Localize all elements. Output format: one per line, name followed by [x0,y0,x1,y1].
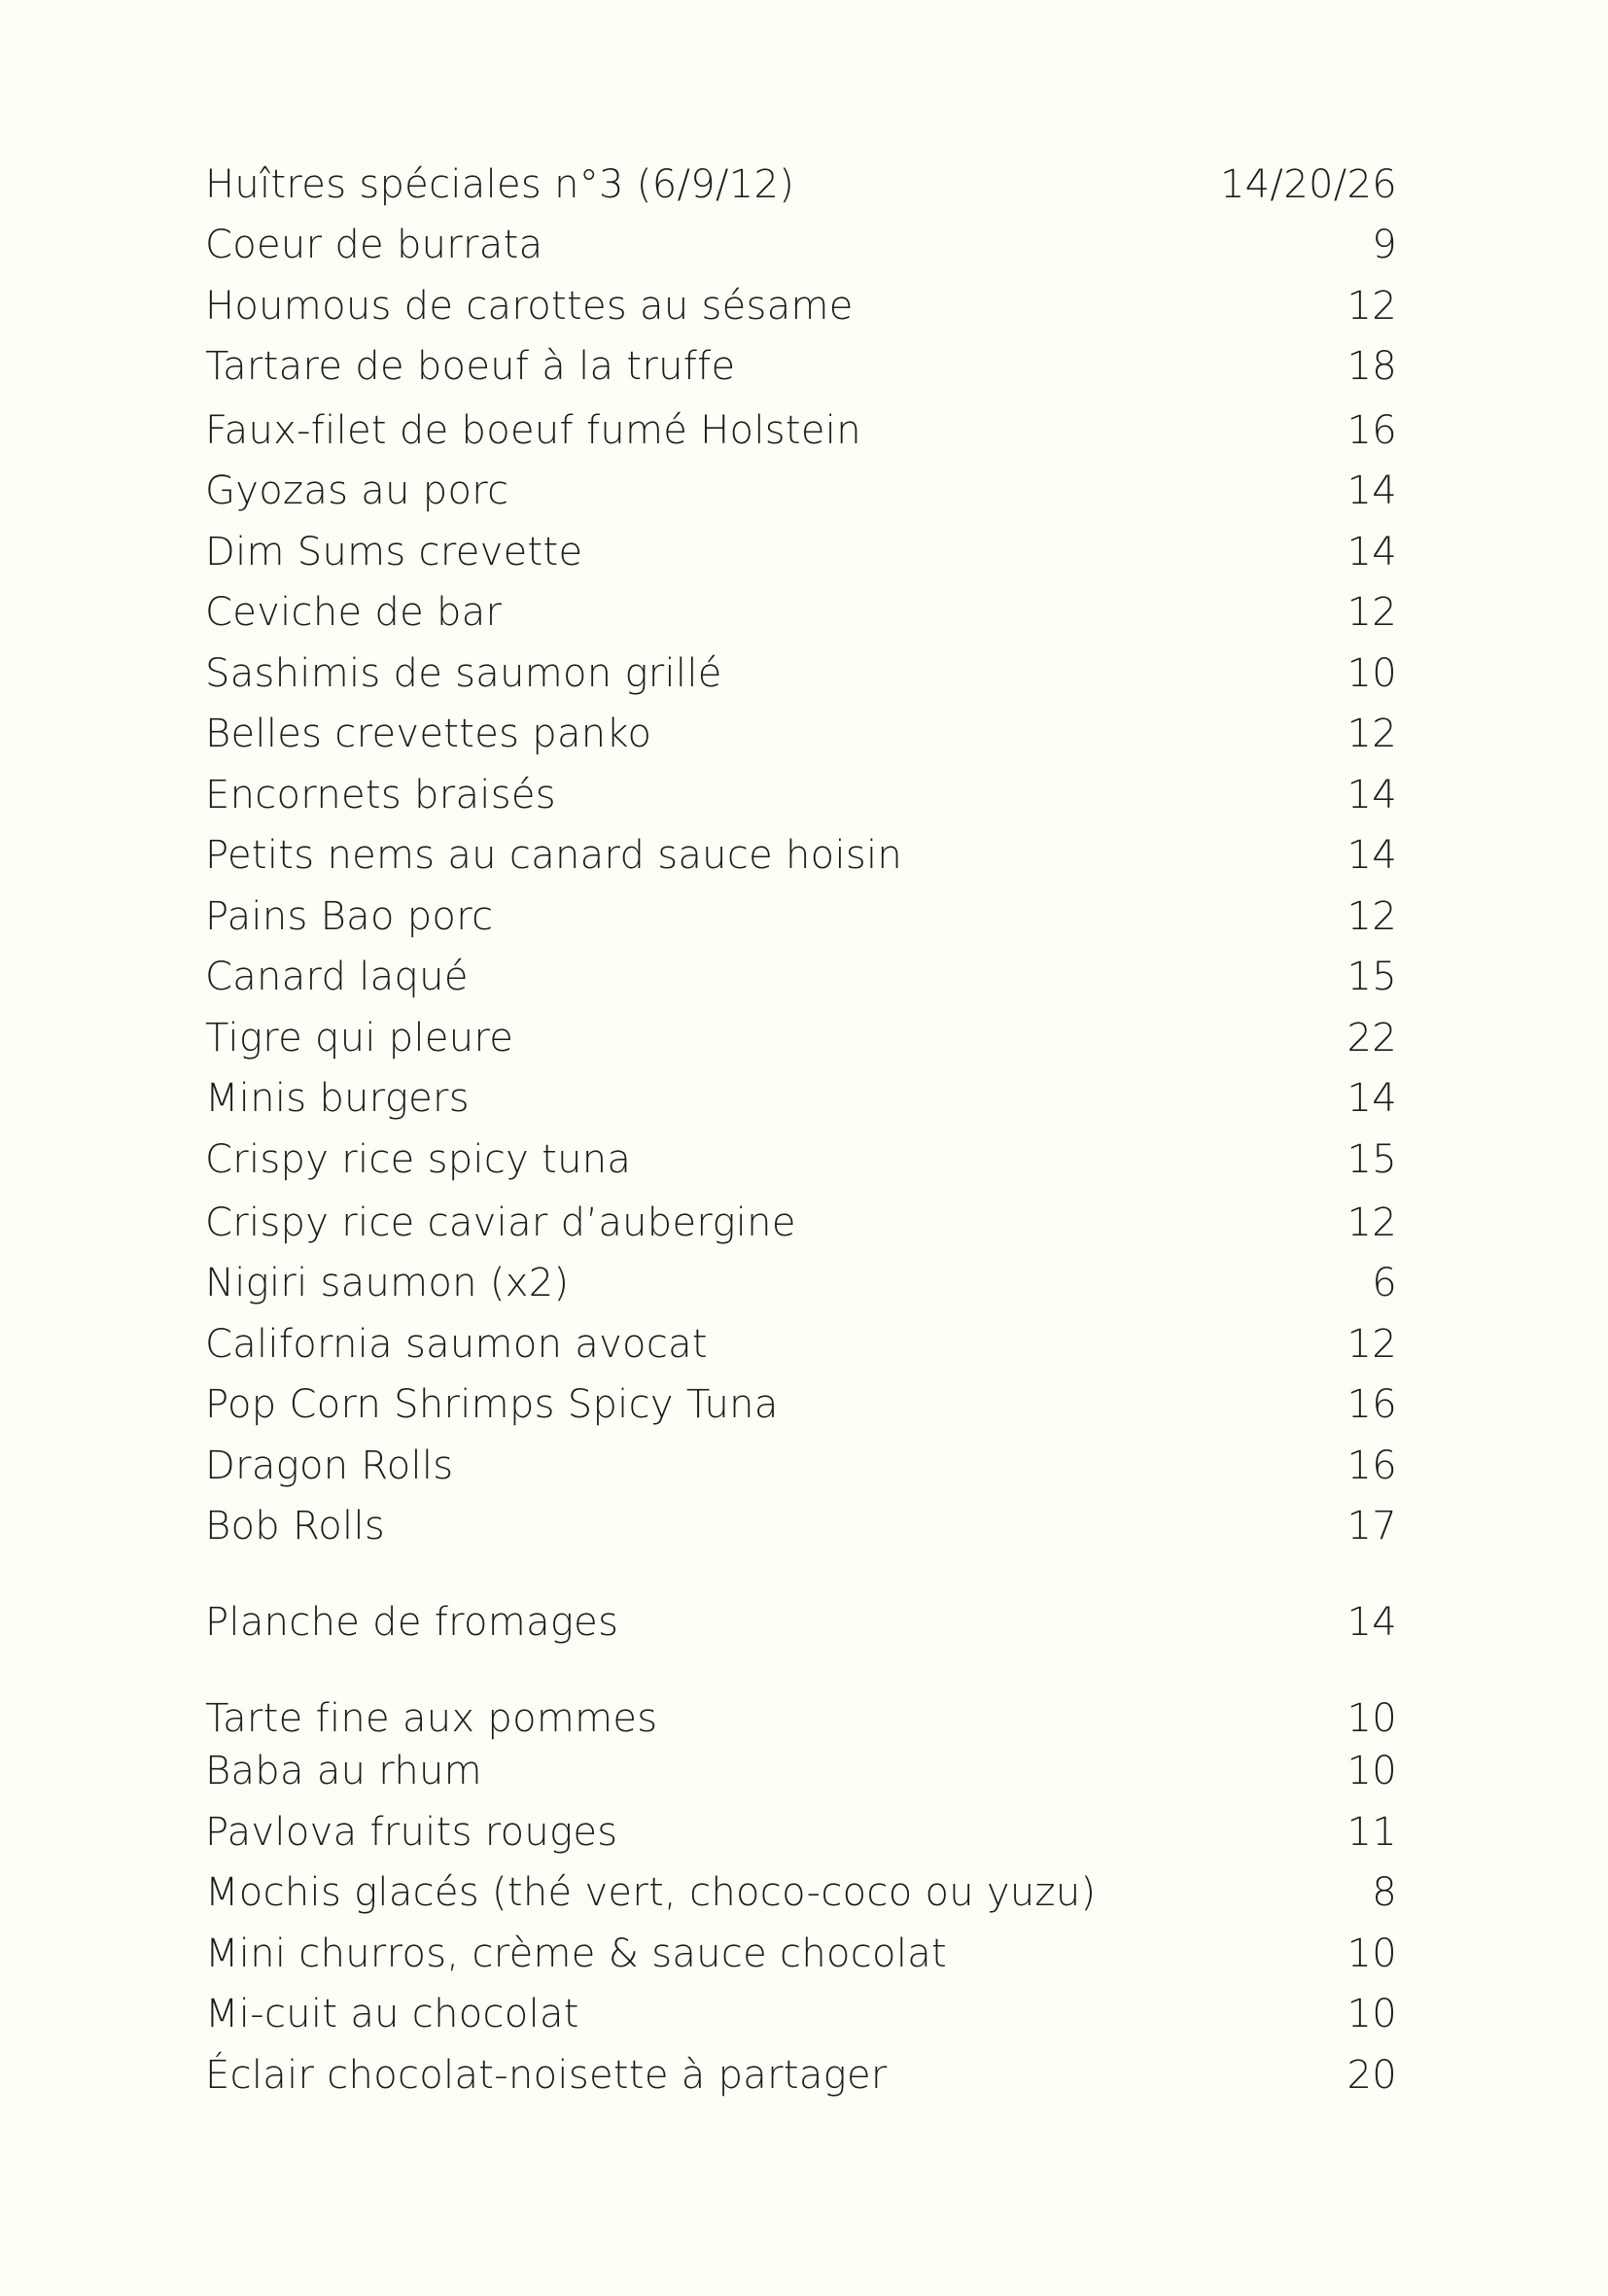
menu-item-name: Encornets braisés [205,773,556,818]
menu-item-name: Mi-cuit au chocolat [205,1992,579,2036]
menu-item-price: 8 [1372,1870,1397,1915]
menu-item [205,1071,1397,1126]
menu-item [205,1499,1397,1553]
menu-item-price: 10 [1346,1931,1397,1976]
menu-item-name: California saumon avocat [205,1322,708,1367]
menu-item [205,828,1397,883]
menu-item-price: 15 [1346,1137,1397,1182]
menu-item [205,2048,1397,2103]
menu-item [205,1256,1397,1310]
menu-item-price: 18 [1346,344,1397,389]
menu-item-name: Dim Sums crevette [205,530,583,574]
menu-item [205,1865,1397,1920]
menu-item-price: 6 [1372,1261,1397,1305]
menu-item-name: Tarte fine aux pommes [205,1696,658,1741]
menu-item [205,1595,1397,1650]
menu-item-price: 14 [1346,1600,1397,1645]
menu-item-name: Baba au rhum [205,1749,482,1793]
menu-item-name: Crispy rice caviar d’aubergine [205,1200,796,1245]
menu-item [205,707,1397,761]
menu-item-price: 16 [1346,1382,1397,1427]
menu-item-price: 9 [1372,223,1397,267]
menu-item-price: 10 [1346,1696,1397,1741]
menu-item [205,464,1397,518]
menu-item [205,1317,1397,1372]
menu-item-name: Crispy rice spicy tuna [205,1137,632,1182]
menu-item-price: 14 [1346,1076,1397,1121]
menu-item [205,1744,1397,1798]
menu-item-name: Planche de fromages [205,1600,619,1645]
menu-item [205,1377,1397,1432]
menu-item-price: 14 [1346,773,1397,818]
menu-item-name: Petits nems au canard sauce hoisin [205,833,903,878]
menu-item-price: 12 [1346,894,1397,939]
menu-item [205,1439,1397,1493]
menu-item-price: 10 [1346,1992,1397,2036]
menu-item [205,1011,1397,1065]
menu-item-name: Belles crevettes panko [205,712,652,756]
menu-item-name: Mochis glacés (thé vert, choco-coco ou yuzu) [205,1870,1097,1915]
menu-item-name: Huîtres spéciales n°3 (6/9/12) [205,162,795,207]
menu-item-name: Tigre qui pleure [205,1016,514,1061]
menu-item-name: Pop Corn Shrimps Spicy Tuna [205,1382,779,1427]
menu-item [205,950,1397,1004]
menu-item [205,1927,1397,1981]
menu-item-name: Nigiri saumon (x2) [205,1261,570,1305]
menu-item-name: Éclair chocolat-noisette à partager [205,2053,888,2098]
menu-item-name: Coeur de burrata [205,223,543,267]
menu-item-price: 17 [1346,1504,1397,1548]
menu-item-name: Houmous de carottes au sésame [205,284,854,329]
menu-item-name: Mini churros, crème & sauce chocolat [205,1931,948,1976]
menu-item-name: Ceviche de bar [205,590,503,635]
menu-item-price: 12 [1346,712,1397,756]
menu-item [205,157,1397,212]
menu-item-name: Sashimis de saumon grillé [205,651,722,696]
menu-item-name: Bob Rolls [205,1504,386,1548]
menu-item [205,1691,1397,1746]
menu-item-name: Faux-filet de boeuf fumé Holstein [205,408,861,453]
menu-item [205,339,1397,394]
menu-item [205,646,1397,701]
menu-item [205,1132,1397,1187]
menu-item-price: 10 [1346,651,1397,696]
menu-item-price: 22 [1346,1016,1397,1061]
menu-item-price: 14 [1346,530,1397,574]
menu-item [205,1987,1397,2041]
menu-item-price: 12 [1346,1200,1397,1245]
menu-item-name: Gyozas au porc [205,469,509,513]
menu-item-price: 12 [1346,284,1397,329]
menu-item-price: 14/20/26 [1219,162,1397,207]
menu-item-price: 15 [1346,955,1397,999]
menu-item-price: 12 [1346,590,1397,635]
menu-item-price: 20 [1346,2053,1397,2098]
menu-item-price: 14 [1346,469,1397,513]
menu-item-price: 11 [1346,1810,1397,1855]
menu-item-price: 12 [1346,1322,1397,1367]
menu-item-price: 10 [1346,1749,1397,1793]
menu-item [205,525,1397,579]
menu-item [205,768,1397,822]
menu-item-price: 14 [1346,833,1397,878]
menu-item [205,1196,1397,1250]
menu-item [205,1805,1397,1860]
menu-item [205,585,1397,640]
menu-item [205,218,1397,272]
menu-item [205,279,1397,333]
menu-item-name: Pavlova fruits rouges [205,1810,618,1855]
menu-item-price: 16 [1346,1444,1397,1488]
menu-item-name: Minis burgers [205,1076,470,1121]
menu-item [205,403,1397,458]
menu-item [205,889,1397,944]
menu-item-name: Dragon Rolls [205,1444,454,1488]
menu-item-name: Pains Bao porc [205,894,494,939]
menu-item-name: Tartare de boeuf à la truffe [205,344,736,389]
menu-item-price: 16 [1346,408,1397,453]
menu-item-name: Canard laqué [205,955,469,999]
